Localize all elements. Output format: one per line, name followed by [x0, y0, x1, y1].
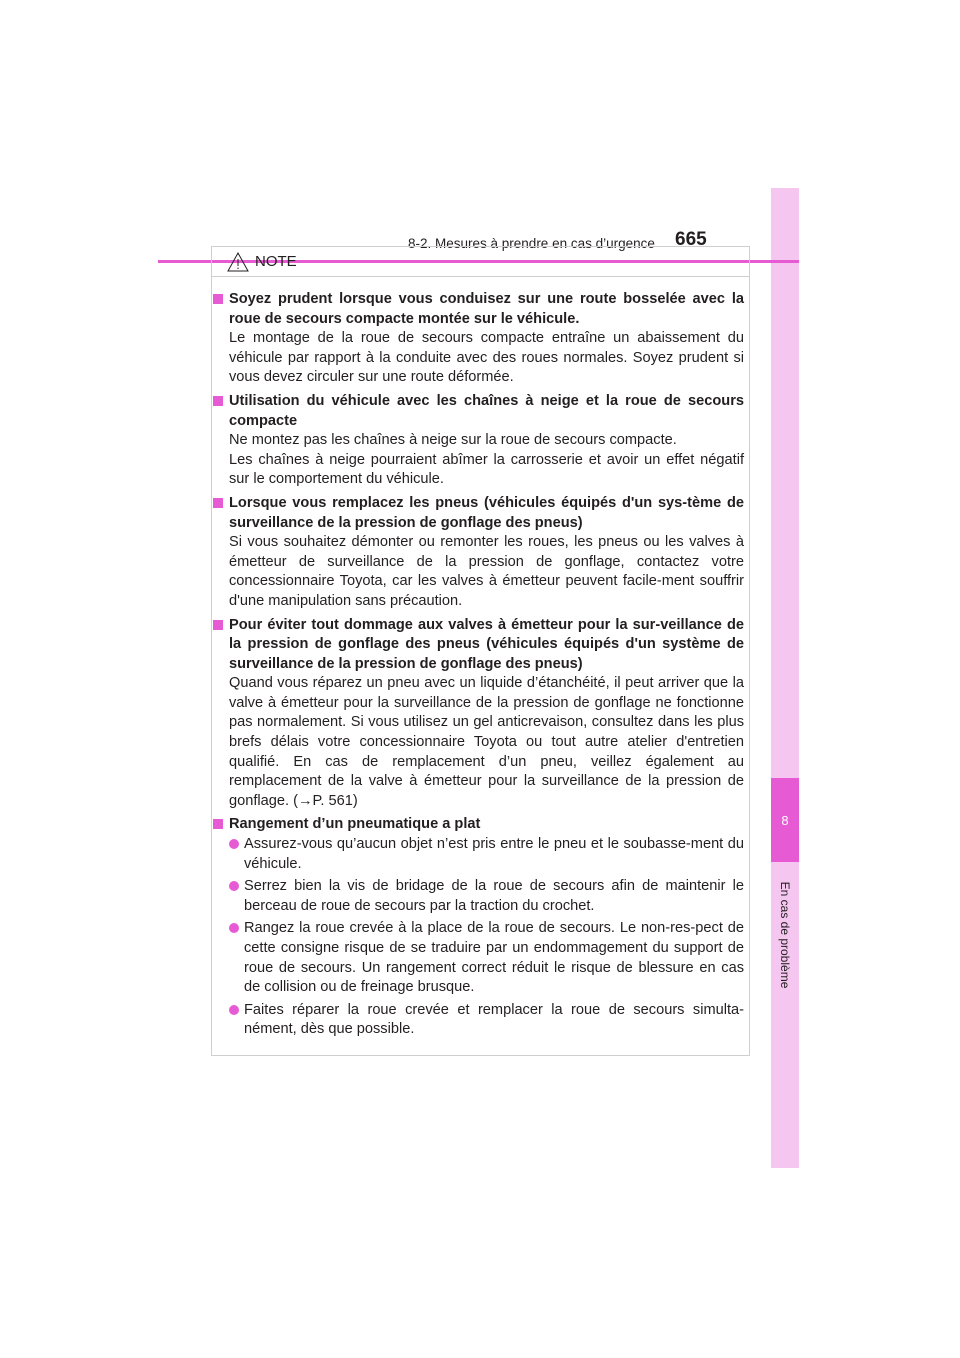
round-bullet-icon	[229, 881, 239, 891]
page-number: 665	[675, 229, 707, 250]
square-bullet-icon	[213, 294, 223, 304]
list-item: Rangez la roue crevée à la place de la roue de secours. Le non-res-pect de cette consigne risque de se traduire par un endommagement du support de roue de secours. Un rangement correct réduit le risque de blessure en cas de collision ou de freinage brusque.	[213, 919, 744, 997]
section-heading: Pour éviter tout dommage aux valves à émetteur pour la sur-veillance de la pression de gonflage des pneus (véhicules équipés d'un système de surveillance de la pression de gonflage des pneus)	[213, 616, 744, 675]
paragraph: Si vous souhaitez démonter ou remonter les roues, les pneus ou les valves à émetteur de surveillance de la pression de gonflage, contactez votre concessionnaire Toyota, car les valves à émetteur peuvent facile-ment souffrir d'une manipulation sans précaution.	[229, 534, 744, 609]
warning-icon	[227, 252, 249, 272]
section-title: 8-2. Mesures à prendre en cas d’urgence	[408, 236, 655, 251]
chapter-side-tab	[771, 188, 799, 1168]
note-section	[213, 290, 744, 388]
round-bullet-icon	[229, 1005, 239, 1015]
chapter-title: En cas de problème	[778, 881, 792, 989]
square-bullet-icon	[213, 620, 223, 630]
paragraph: Les chaînes à neige pourraient abîmer la carrosserie et avoir un effet négatif sur le comportement du véhicule.	[229, 451, 744, 488]
list-item: Faites réparer la roue crevée et remplacer la roue de secours simulta-nément, dès que possible.	[213, 1001, 744, 1040]
section-heading: Rangement d’un pneumatique a plat	[213, 815, 744, 835]
chapter-number: 8	[771, 778, 799, 862]
square-bullet-icon	[213, 819, 223, 829]
note-title: NOTE	[255, 253, 297, 270]
section-heading: Soyez prudent lorsque vous conduisez sur une route bosselée avec la roue de secours compacte montée sur le véhicule.	[213, 290, 744, 329]
note-section	[213, 616, 744, 812]
section-heading: Utilisation du véhicule avec les chaînes à neige et la roue de secours compacte	[213, 392, 744, 431]
round-bullet-icon	[229, 839, 239, 849]
note-header	[212, 247, 749, 277]
paragraph: Quand vous réparez un pneu avec un liquide d’étanchéité, il peut arriver que la valve à émetteur pour la surveillance de la pression de gonflage ne fonctionne pas normalement. Si vous utilisez un gel anticrevaison, consultez dans les plus brefs délais votre concessionnaire Toyota ou tout autre atelier d'entretien qualifié. En cas de remplacement d’un pneu, veillez également au remplacement de la valve à émetteur pour la surveillance de la pression de gonflage. (→P. 561)	[229, 675, 744, 809]
note-section	[213, 815, 744, 1040]
round-bullet-icon	[229, 923, 239, 933]
paragraph: Le montage de la roue de secours compacte entraîne un abaissement du véhicule par rapport à la conduite avec des roues normales. Soyez prudent si vous devez circuler sur une route déformée.	[229, 330, 744, 386]
paragraph: Ne montez pas les chaînes à neige sur la roue de secours compacte.	[229, 432, 677, 449]
note-section	[213, 494, 744, 612]
square-bullet-icon	[213, 396, 223, 406]
list-item: Serrez bien la vis de bridage de la roue de secours afin de maintenir le berceau de roue de secours par la traction du crochet.	[213, 877, 744, 916]
section-heading: Lorsque vous remplacez les pneus (véhicules équipés d'un sys-tème de surveillance de la pression de gonflage des pneus)	[213, 494, 744, 533]
square-bullet-icon	[213, 498, 223, 508]
list-item: Assurez-vous qu’aucun objet n’est pris entre le pneu et le soubasse-ment du véhicule.	[213, 835, 744, 874]
note-section	[213, 392, 744, 490]
note-content	[213, 290, 744, 1044]
